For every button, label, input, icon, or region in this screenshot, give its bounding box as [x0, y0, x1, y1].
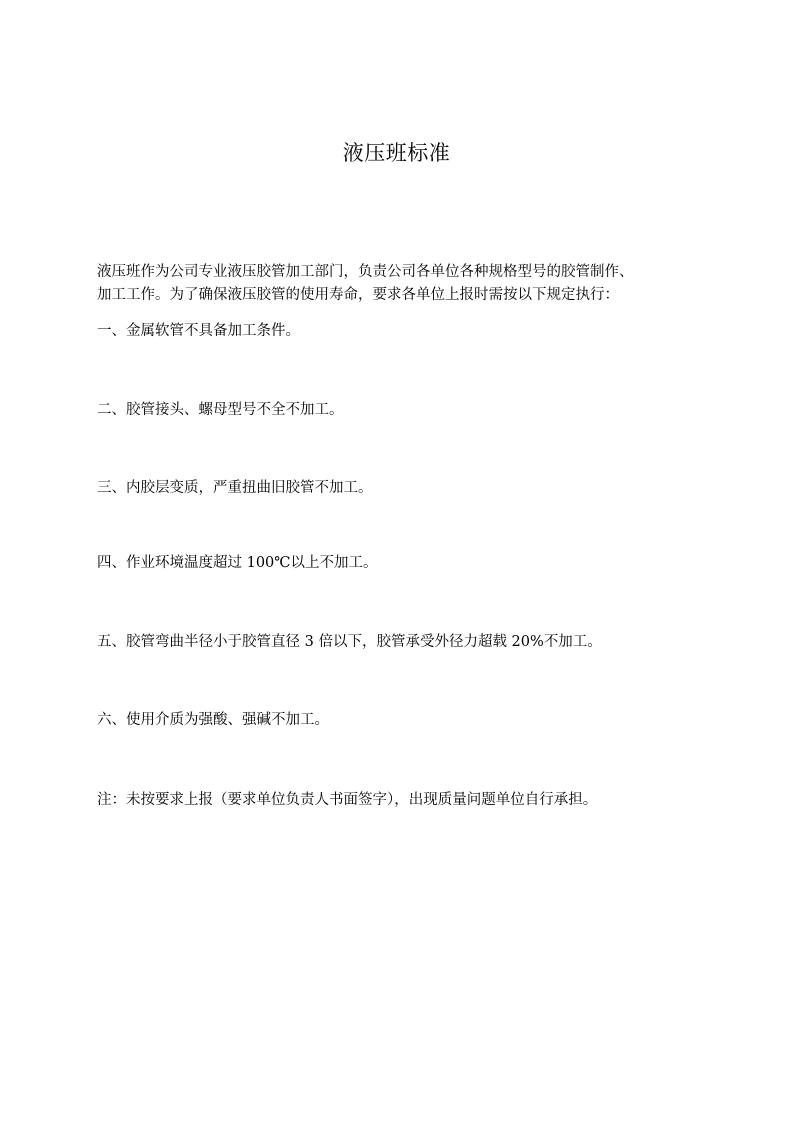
document-title: 液压班标准 [342, 141, 451, 165]
rule-item-3: 三、内胶层变质，严重扭曲旧胶管不加工。 [97, 480, 373, 496]
rule-item-6: 六、使用介质为强酸、强碱不加工。 [97, 712, 329, 728]
rule-item-5: 五、胶管弯曲半径小于胶管直径 3 倍以下，胶管承受外径力超载 20%不加工。 [97, 634, 602, 650]
intro-paragraph [97, 261, 697, 307]
note-text: 注：未按要求上报（要求单位负责人书面签字），出现质量问题单位自行承担。 [97, 792, 598, 808]
intro-line-1: 液压班作为公司专业液压胶管加工部门，负责公司各单位各种规格型号的胶管制作、 [97, 264, 634, 280]
rule-item-2: 二、胶管接头、螺母型号不全不加工。 [97, 402, 344, 418]
rule-item-1: 一、金属软管不具备加工条件。 [97, 323, 300, 339]
intro-line-2: 加工工作。为了确保液压胶管的使用寿命，要求各单位上报时需按以下规定执行： [97, 287, 619, 303]
rule-item-4: 四、作业环境温度超过 100℃以上不加工。 [97, 555, 378, 571]
